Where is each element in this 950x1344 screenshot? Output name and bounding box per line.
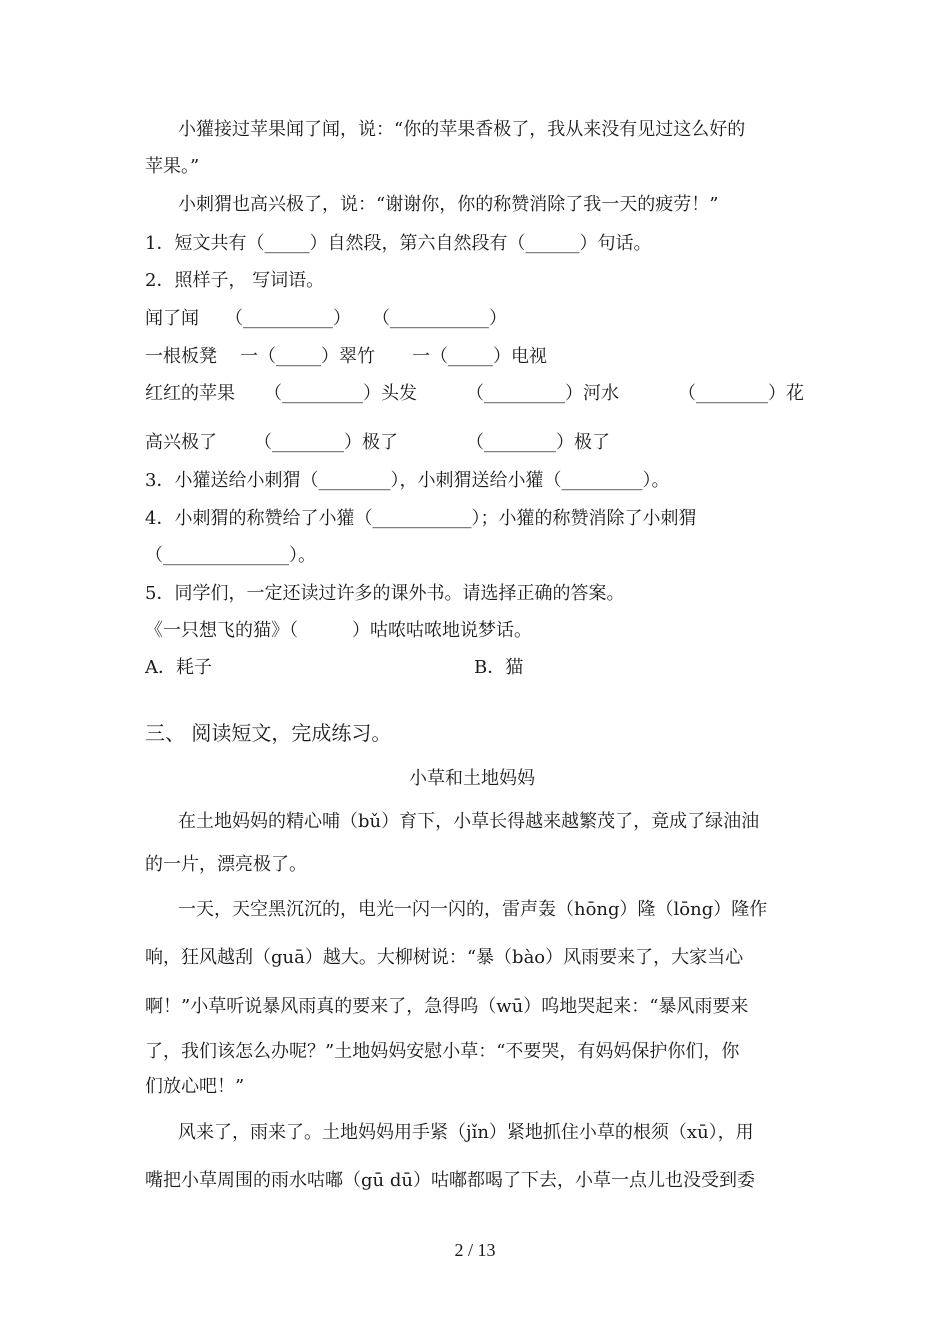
story-p3-line1: 风来了，雨来了。土地妈妈用手紧（jǐn）紧地抓住小草的根须（xū），用 — [178, 1122, 754, 1143]
q2-row1-blank2: （___________） — [372, 308, 507, 329]
q2-row4-example: 高兴极了 — [145, 432, 217, 453]
question-5: 5．同学们，一定还读过许多的课外书。请选择正确的答案。 — [145, 583, 625, 604]
q2-row4-blank1: （________）极了 — [254, 432, 398, 453]
q2-row3-example: 红红的苹果 — [145, 383, 235, 404]
reading1-para1-line1: 小獾接过苹果闻了闻，说：“你的苹果香极了，我从来没有见过这么好的 — [178, 119, 746, 140]
question-4-line2: （______________）。 — [145, 545, 316, 566]
question-5-prompt: 《一只想飞的猫》（ ）咕哝咕哝地说梦话。 — [145, 620, 532, 641]
page-number: 2 / 13 — [454, 1240, 496, 1260]
q2-row3-blank3: （________）花 — [678, 383, 804, 404]
story-title: 小草和土地妈妈 — [409, 768, 535, 789]
question-4-line1: 4．小刺猬的称赞给了小獾（___________）；小獾的称赞消除了小刺猬 — [145, 508, 697, 529]
story-p2-line5: 们放心吧！” — [145, 1076, 245, 1097]
q2-row1-example: 闻了闻 — [145, 308, 199, 329]
reading1-para2: 小刺猬也高兴极了，说：“谢谢你，你的称赞消除了我一天的疲劳！” — [178, 194, 719, 215]
story-p3-line2: 嘴把小草周围的雨水咕嘟（gū dū）咕嘟都喝了下去，小草一点儿也没受到委 — [145, 1170, 755, 1191]
question-3: 3．小獾送给小刺猬（________），小刺猬送给小獾（_________）。 — [145, 470, 670, 491]
question-1: 1．短文共有（_____）自然段，第六自然段有（______）句话。 — [145, 233, 652, 254]
q2-row4-blank2: （________）极了 — [466, 432, 610, 453]
story-p1-line2: 的一片，漂亮极了。 — [145, 854, 307, 875]
reading1-para1-line2: 苹果。” — [145, 156, 200, 177]
q2-row3-blank1: （_________）头发 — [264, 383, 417, 404]
q2-row2-blank1: 一（_____）翠竹 — [240, 346, 375, 367]
question-2: 2．照样子， 写词语。 — [145, 270, 325, 291]
section-3-heading: 三、 阅读短文，完成练习。 — [145, 721, 392, 745]
story-p2-line4: 了，我们该怎么办呢？”土地妈妈安慰小草：“不要哭，有妈妈保护你们，你 — [145, 1041, 740, 1062]
story-p2-line1: 一天，天空黑沉沉的，电光一闪一闪的，雷声轰（hōng）隆（lōng）隆作 — [178, 899, 768, 920]
q2-row3-blank2: （_________）河水 — [466, 383, 619, 404]
q2-row2-blank2: 一（_____）电视 — [412, 346, 547, 367]
story-p2-line3: 啊！”小草听说暴风雨真的要来了，急得呜（wū）呜地哭起来：“暴风雨要来 — [145, 996, 749, 1017]
story-p2-line2: 响，狂风越刮（guā）越大。大柳树说：“暴（bào）风雨要来了，大家当心 — [145, 947, 744, 968]
q2-row1-blank1: （__________） — [225, 308, 351, 329]
question-5-option-b: B．猫 — [474, 657, 524, 678]
question-5-option-a: A．耗子 — [145, 657, 212, 678]
q2-row2-example: 一根板凳 — [145, 346, 217, 367]
story-p1-line1: 在土地妈妈的精心哺（bǔ）育下，小草长得越来越繁茂了，竟成了绿油油 — [178, 811, 760, 832]
